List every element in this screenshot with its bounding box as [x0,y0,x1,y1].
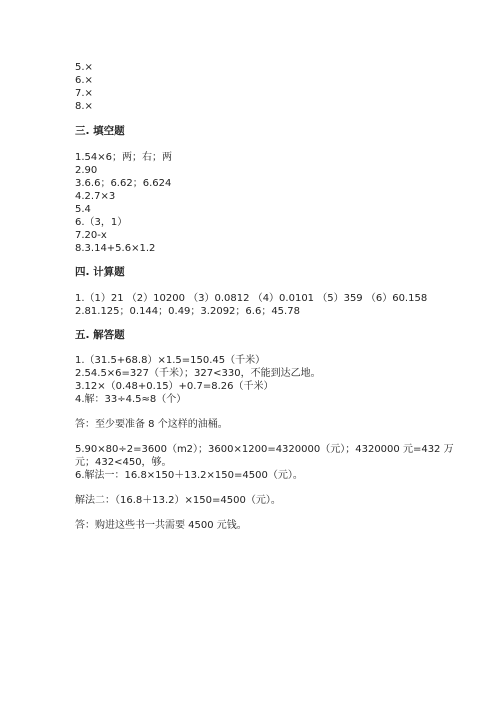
answer-item: 5.4 [75,204,91,215]
section-heading-fill-blank: 三. 填空题 [75,125,125,137]
answer-item: 答：购进这些书一共需要 4500 元钱。 [75,520,247,531]
answer-item: 7.20-x [75,230,107,241]
section-heading-calculation: 四. 计算题 [75,266,125,278]
answer-item: 5.90×80÷2=3600（m2）；3600×1200=4320000（元）；4320000 元=432 万 [75,444,454,455]
answer-item: 1.（1）21 （2）10200 （3）0.0812 （4）0.0101 （5）359 （6）60.158 [75,293,428,304]
section-heading-word-problems: 五. 解答题 [75,329,125,341]
judgement-item: 6.× [75,75,93,86]
answer-item: 2.90 [75,165,98,176]
answer-item: 4.2.7×3 [75,191,116,202]
answer-item: 答：至少要准备 8 个这样的油桶。 [75,419,228,430]
judgement-item: 7.× [75,88,93,99]
answer-item: 1.（31.5+68.8）×1.5=150.45（千米） [75,355,266,366]
answer-item: 2.81.125；0.144；0.49；3.2092；6.6；45.78 [75,306,300,317]
judgement-item: 5.× [75,62,93,73]
answer-item: 3.12×（0.48+0.15）+0.7=8.26（千米） [75,381,274,392]
answer-item: 3.6.6；6.62；6.624 [75,178,172,189]
answer-item: 1.54×6；两；右；两 [75,152,173,163]
answer-item: 4.解：33÷4.5≈8（个） [75,394,187,405]
answer-item: 6.（3，1） [75,217,128,228]
answer-item: 元；432<450，够。 [75,457,172,468]
answer-item: 8.3.14+5.6×1.2 [75,243,156,254]
answer-item: 6.解法一：16.8×150＋13.2×150=4500（元）。 [75,470,303,481]
judgement-item: 8.× [75,101,93,112]
answer-item: 解法二：（16.8＋13.2）×150=4500（元）。 [75,495,281,506]
answer-item: 2.54.5×6=327（千米）；327<330，不能到达乙地。 [75,368,321,379]
